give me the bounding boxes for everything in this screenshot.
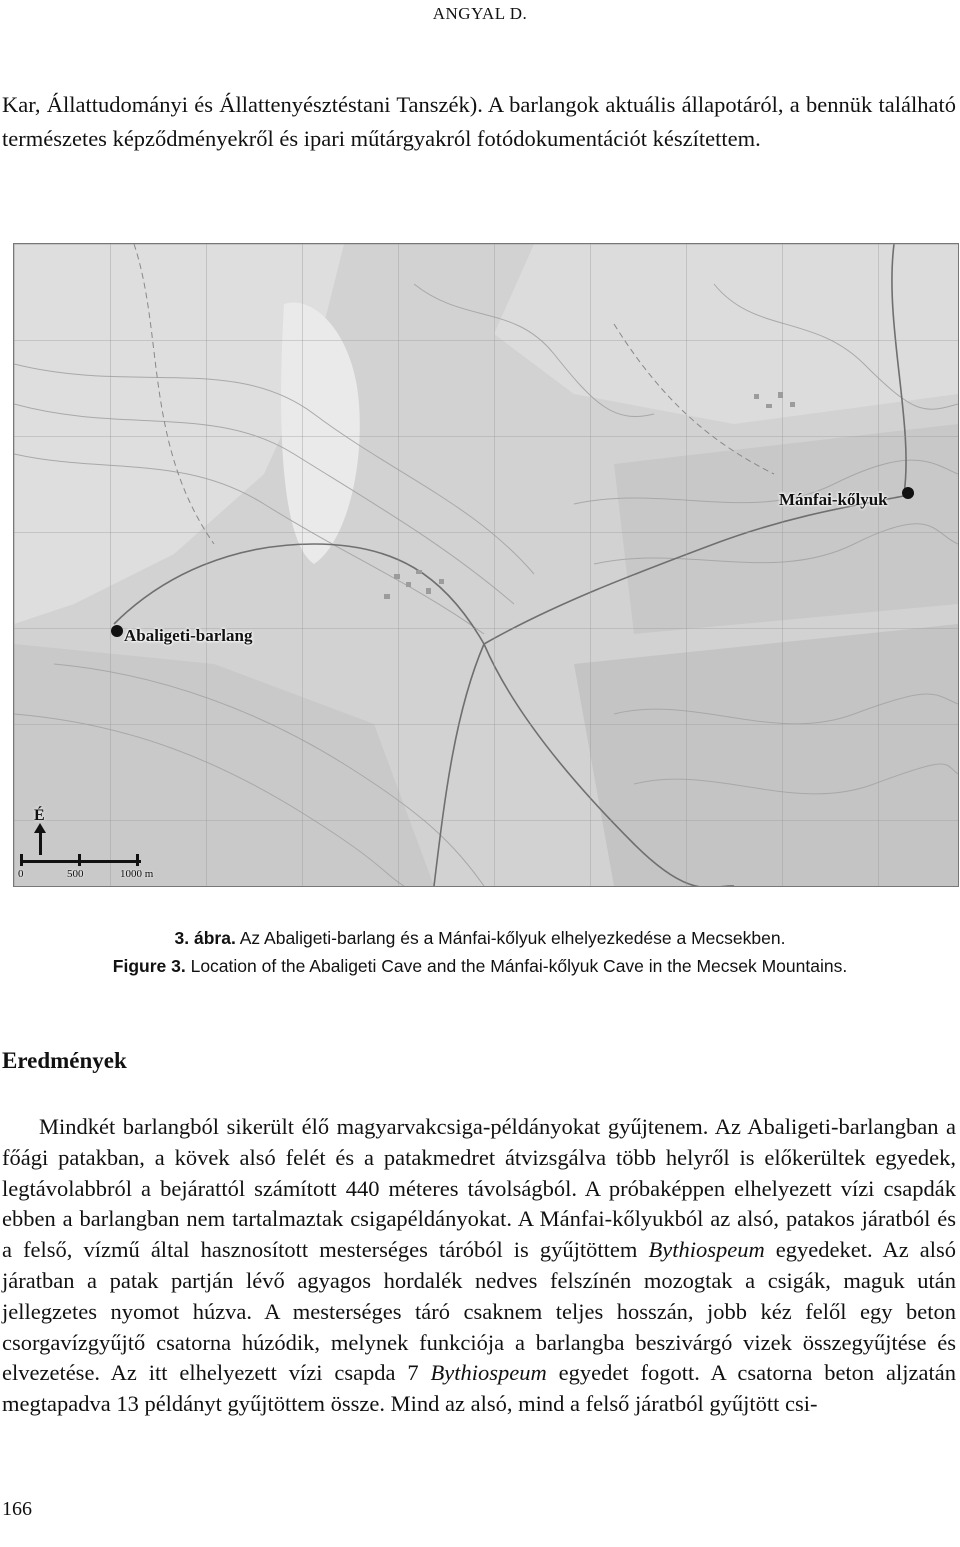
species-name: Bythiospeum xyxy=(430,1360,547,1386)
abaligeti-cave-marker xyxy=(111,625,123,637)
scale-label-0: 0 xyxy=(18,868,24,880)
body-text-part-2: egyedeket. Az alsó járatban a patak partján lévő agyagos hordalék nedves felszínén mozogtak a csigák, maguk után jellegzetes nyomot húzva. A mesterséges táró csaknem teljes hosszán, jobb kéz felől egy beton csorgavízgyűjtő csatorna húzódik, melynek funkciója a barlangba beszivárgó vizek összegyűjtése és elvezetése. Az itt elhelyezett vízi csapda 7 xyxy=(2,1237,957,1386)
figure-caption-en xyxy=(0,956,960,977)
topographic-map xyxy=(13,243,959,887)
manfai-cave-label: Mánfai-kőlyuk xyxy=(779,490,888,509)
scale-bar xyxy=(14,854,174,884)
body-text-part-3: egyedet fogott. A csatorna beton aljzatán megtapadva 13 példányt gyűjtöttem össze. Mind az alsó, mind a felső járatból gyűjtött csi- xyxy=(2,1360,956,1417)
caption-hu-text: Az Abaligeti-barlang és a Mánfai-kőlyuk elhelyezkedése a Mecsekben. xyxy=(235,928,786,948)
body-paragraph xyxy=(2,1112,956,1420)
scale-label-1000: 1000 m xyxy=(120,868,154,880)
figure-caption-hu xyxy=(0,928,960,949)
body-text-part-1: Mindkét barlangból sikerült élő magyarvakcsiga-példányokat gyűjtenem. Az Abaligeti-barlangban a főági patakban, a kövek alsó felét és a patakmedret átvizsgálva több helyről is előkerültek egyedek, legtávolabbról a bejárattól számított 440 méteres távolságból. A próbaképpen elhelyezett vízi csapdák ebben a barlangban nem tartalmaztak csigapéldányokat. A Mánfai-kőlyukból az alsó, patakos járatból és a felső, vízmű által hasznosított mesterséges táróból is gyűjtöttem xyxy=(2,1114,956,1263)
caption-en-lead: Figure 3. xyxy=(112,956,186,976)
species-name: Bythiospeum xyxy=(648,1237,765,1263)
north-label: É xyxy=(34,807,45,824)
abaligeti-cave-label: Abaligeti-barlang xyxy=(124,626,253,645)
caption-hu-lead: 3. ábra. xyxy=(174,928,236,948)
page-number: 166 xyxy=(2,1498,32,1520)
caption-en-text: Location of the Abaligeti Cave and the Mánfai-kőlyuk Cave in the Mecsek Mountains. xyxy=(185,956,848,976)
running-head: ANGYAL D. xyxy=(432,4,528,23)
manfai-cave-marker xyxy=(902,487,914,499)
scale-label-500: 500 xyxy=(67,868,84,880)
map-graphic xyxy=(14,244,958,886)
intro-paragraph: Kar, Állattudományi és Állattenyésztéstani Tanszék). A barlangok aktuális állapotáról, a bennük található természetes képződményekről és ipari műtárgyakról fotódokumentációt készítettem. xyxy=(2,92,956,151)
section-title: Eredmények xyxy=(2,1048,127,1073)
